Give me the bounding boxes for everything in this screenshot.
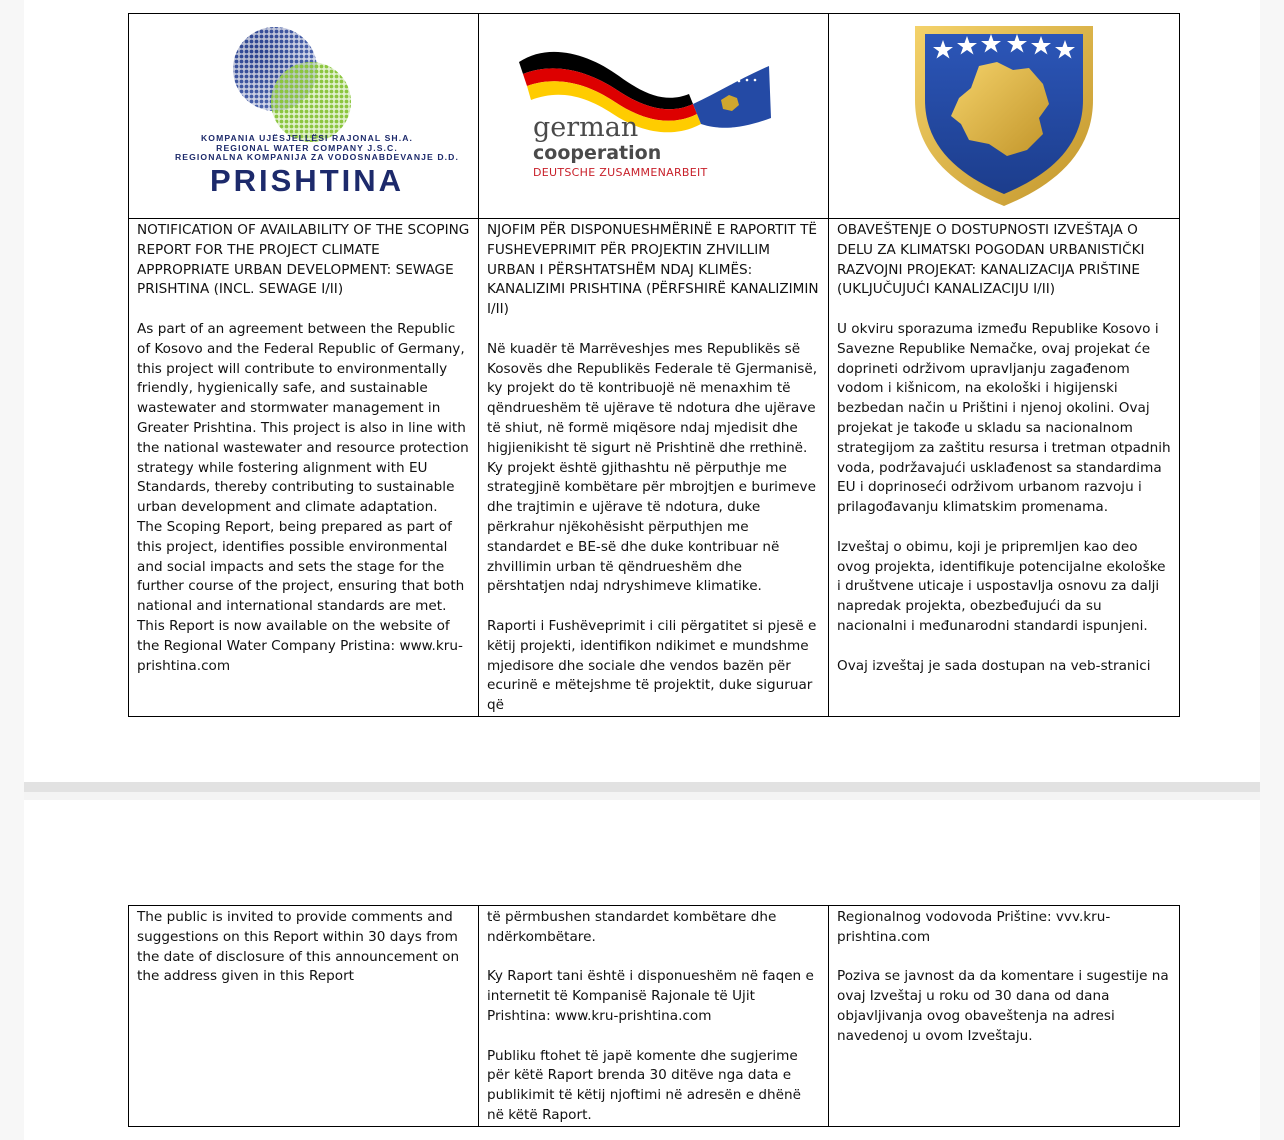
page-margin-right — [1260, 0, 1284, 1140]
serbian-paragraph-4: Poziva se javnost da da komentare i sugestije na ovaj Izveštaj u roku od 30 dana od dana objavljivanja ovog obaveštenja na adresi navedenoj u ovom Izveštaju. — [837, 968, 1169, 1044]
albanian-column-continued — [479, 906, 829, 1127]
albanian-paragraph-2-continued: të përmbushen standardet kombëtare dhe ndërkombëtare. — [487, 909, 777, 945]
serbian-paragraph-3-continued: Regionalnog vodovoda Prištine: vvv.kru-prishtina.com — [837, 909, 1111, 945]
albanian-heading: NJOFIM PËR DISPONUESHMËRINË E RAPORTIT TË FUSHEVEPRIMIT PËR PROJEKTIN ZHVILLIM URBAN I PËRSHTATSHËM NDAJ KLIMËS: KANALIZIMI PRISHTINA (PËRFSHIRË KANALIZIMIN I/II) — [487, 222, 819, 318]
page-break-shadow — [24, 792, 1260, 800]
english-paragraph-3: This Report is now available on the website of the Regional Water Company Pristina: www.kru-prishtina.com — [137, 617, 463, 674]
german-wordmark: german — [533, 112, 639, 143]
english-paragraph-1: As part of an agreement between the Republic of Kosovo and the Federal Republic of Germany, this project will contribute to environmentally friendly, hygienically safe, and sustainable wastewater and stormwater management in Greater Prishtina. This project is also in line with the national wastewater and resource protection strategy while fostering alignment with EU Standards, thereby contributing to sustainable urban development and climate adaptation. — [137, 320, 469, 516]
serbian-paragraph-2: Izveštaj o obimu, koji je pripremljen kao deo ovog projekta, identifikuje potencijalne ekološke i društvene uticaje i uspostavlja osnovu za dalji napredak projekta, obezbeđujući da su nacionalni i međunarodni standardi ispunjeni. — [837, 538, 1166, 634]
text-row-page-2 — [129, 906, 1180, 1127]
english-column-continued — [129, 906, 479, 1127]
serbian-paragraph-1: U okviru sporazuma između Republike Kosovo i Savezne Republike Nemačke, ovaj projekat će doprineti održivom upravljanju zagađenom vodom i kišnicom, na ekološki i higijenski bezbedan način u Prištini i njenoj okolini. Ovaj projekat je takođe u skladu sa nacionalnom strategijom za zaštitu resursa i tretman otpadnih voda, podržavajući usklađenost sa standardima EU i doprinoseći održivom urbanom razvoju i prilagođavanju klimatskim promenama. — [837, 320, 1171, 516]
german-cooperation-logo — [479, 14, 828, 218]
kru-prishtina-wordmark: PRISHTINA — [209, 162, 405, 198]
kosovo-shield-icon — [829, 14, 1180, 218]
kru-name-english: REGIONAL WATER COMPANY J.S.C. — [216, 142, 398, 153]
page-break — [24, 782, 1260, 792]
albanian-paragraph-3: Ky Raport tani është i disponueshëm në faqen e internetit të Kompanisë Rajonale të Ujit Prishtina: www.kru-prishtina.com — [487, 968, 814, 1024]
german-cooperation-logo-cell — [479, 14, 829, 219]
english-paragraph-4: The public is invited to provide comments and suggestions on this Report within 30 days from the date of disclosure of this announcement on the address given in this Report — [137, 909, 460, 985]
serbian-paragraph-3: Ovaj izveštaj je sada dostupan na veb-stranici — [837, 657, 1151, 674]
deutsche-zusammenarbeit-label: DEUTSCHE ZUSAMMENARBEIT — [533, 166, 708, 179]
albanian-paragraph-2: Raporti i Fushëveprimit i cili përgatitet si pjesë e këtij projekti, identifikon ndikimet e mundshme mjedisore dhe sociale dhe vendos bazën për ecurinë e mëtejshme të projektit, duke siguruar që — [487, 617, 817, 714]
serbian-column-continued — [829, 906, 1180, 1127]
english-column — [129, 219, 479, 717]
logo-row — [129, 14, 1180, 219]
albanian-paragraph-1: Në kuadër të Marrëveshjes mes Republikës së Kosovës dhe Republikës Federale të Gjermanisë, ky projekt do të kontribuojë në menaxhim të qëndrueshëm të ujërave të ndotura dhe ujërave të shiut, në formë miqësore ndaj mjedisit dhe higjienikisht të sigurt në Prishtinë dhe rrethinë. Ky projekt është gjithashtu në përputhje me strategjinë kombëtare për mbrojtjen e burimeve dhe trajtimin e ujërave të ndotura, duke përkrahur njëkohësisht përputhjen me standardet e BE-së dhe duke kontribuar në zhvillimin urban të qëndrueshëm dhe përshtatjen ndaj ndryshimeve klimatike. — [487, 340, 818, 595]
text-row-page-1 — [129, 219, 1180, 717]
english-heading: NOTIFICATION OF AVAILABILITY OF THE SCOPING REPORT FOR THE PROJECT CLIMATE APPROPRIATE URBAN DEVELOPMENT: SEWAGE PRISHTINA (INCL. SEWAGE I/II) — [137, 222, 470, 298]
albanian-paragraph-4: Publiku ftohet të japë komente dhe sugjerime për këtë Raport brenda 30 ditëve nga data e publikimit të këtij njoftimi në adresën e dhënë në këtë Raport. — [487, 1047, 801, 1123]
cooperation-wordmark: cooperation — [533, 142, 662, 164]
kru-logo-cell — [129, 14, 479, 219]
notification-table-page-1 — [128, 13, 1180, 717]
kru-name-serbian: REGIONALNA KOMPANIJA ZA VODOSNABDEVANJE D.D. — [175, 152, 459, 162]
serbian-heading: OBAVEŠTENJE O DOSTUPNOSTI IZVEŠTAJA O DELU ZA KLIMATSKI POGODAN URBANISTIČKI RAZVOJNI PROJEKAT: KANALIZACIJA PRIŠTINE (UKLJUČUJUĆI KANALIZACIJU I/II) — [837, 222, 1145, 298]
albanian-column — [479, 219, 829, 717]
kru-prishtina-logo — [129, 14, 478, 218]
english-paragraph-2: The Scoping Report, being prepared as part of this project, identifies possible environmental and social impacts and sets the stage for the further course of the project, ensuring that both national and international standards are met. — [137, 518, 465, 615]
kosovo-coat-of-arms-cell — [829, 14, 1180, 219]
serbian-column — [829, 219, 1180, 717]
kru-name-albanian: KOMPANIA UJËSJELLËSI RAJONAL SH.A. — [200, 133, 413, 143]
page-margin-left — [0, 0, 24, 1140]
notification-table-page-2 — [128, 905, 1180, 1127]
